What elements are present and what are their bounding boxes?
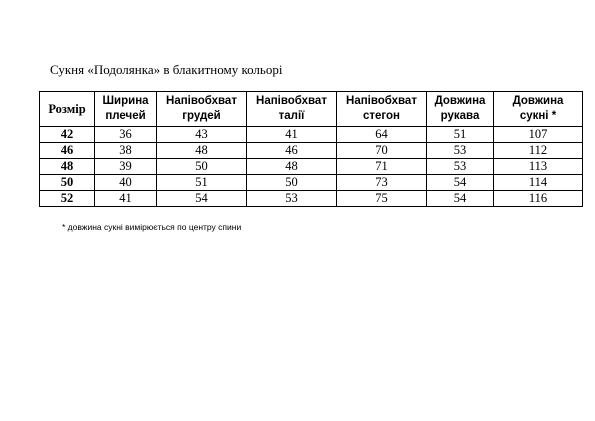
table-row xyxy=(40,175,583,191)
table-cell: 53 xyxy=(247,191,337,207)
table-cell: 54 xyxy=(427,175,494,191)
table-cell: 114 xyxy=(494,175,583,191)
table-cell: 53 xyxy=(427,159,494,175)
header-line: Довжина xyxy=(434,95,486,107)
header-line: Напівобхват xyxy=(256,95,327,107)
header-row xyxy=(40,92,583,127)
header-line: грудей xyxy=(182,110,221,122)
header-half-waist xyxy=(247,92,337,127)
table-row xyxy=(40,143,583,159)
table-cell: 46 xyxy=(247,143,337,159)
table-header xyxy=(40,92,583,127)
header-line: Напівобхват xyxy=(346,95,417,107)
header-line: плечей xyxy=(105,110,146,122)
header-line: талії xyxy=(278,110,305,122)
header-dress-length xyxy=(494,92,583,127)
table-cell: 38 xyxy=(95,143,157,159)
table-cell: 54 xyxy=(157,191,247,207)
header-half-hips xyxy=(337,92,427,127)
header-line: стегон xyxy=(362,110,401,122)
table-cell: 50 xyxy=(157,159,247,175)
table-cell: 113 xyxy=(494,159,583,175)
header-line: Довжина xyxy=(512,95,564,107)
table-cell: 51 xyxy=(157,175,247,191)
table-cell: 54 xyxy=(427,191,494,207)
header-shoulder-width xyxy=(95,92,157,127)
table-cell: 43 xyxy=(157,127,247,143)
table-cell: 75 xyxy=(337,191,427,207)
table-cell: 48 xyxy=(247,159,337,175)
footnote: * довжина сукні вимірюється по центру спини xyxy=(62,222,242,232)
table-cell: 50 xyxy=(247,175,337,191)
table-cell: 112 xyxy=(494,143,583,159)
table-row xyxy=(40,159,583,175)
header-line: сукні * xyxy=(519,110,557,122)
table-cell: 64 xyxy=(337,127,427,143)
table-cell: 73 xyxy=(337,175,427,191)
document-title: Сукня «Подолянка» в блакитному кольорі xyxy=(50,62,283,77)
header-line: Напівобхват xyxy=(166,95,237,107)
table-cell: 48 xyxy=(157,143,247,159)
size-cell: 48 xyxy=(40,159,95,175)
table-row xyxy=(40,127,583,143)
header-sleeve-length xyxy=(427,92,494,127)
table-cell: 51 xyxy=(427,127,494,143)
table-cell: 53 xyxy=(427,143,494,159)
table-cell: 70 xyxy=(337,143,427,159)
table-cell: 41 xyxy=(95,191,157,207)
header-line: рукава xyxy=(440,110,480,122)
table-row xyxy=(40,191,583,207)
table-cell: 40 xyxy=(95,175,157,191)
size-table xyxy=(39,91,583,207)
header-half-bust xyxy=(157,92,247,127)
header-size xyxy=(40,92,95,127)
header-line: Ширина xyxy=(102,95,149,107)
table-cell: 36 xyxy=(95,127,157,143)
size-cell: 50 xyxy=(40,175,95,191)
table-cell: 71 xyxy=(337,159,427,175)
table-body xyxy=(40,127,583,207)
table-cell: 39 xyxy=(95,159,157,175)
size-cell: 46 xyxy=(40,143,95,159)
table-cell: 41 xyxy=(247,127,337,143)
table-cell: 107 xyxy=(494,127,583,143)
size-cell: 42 xyxy=(40,127,95,143)
size-cell: 52 xyxy=(40,191,95,207)
header-line: Розмір xyxy=(48,101,86,116)
table-cell: 116 xyxy=(494,191,583,207)
